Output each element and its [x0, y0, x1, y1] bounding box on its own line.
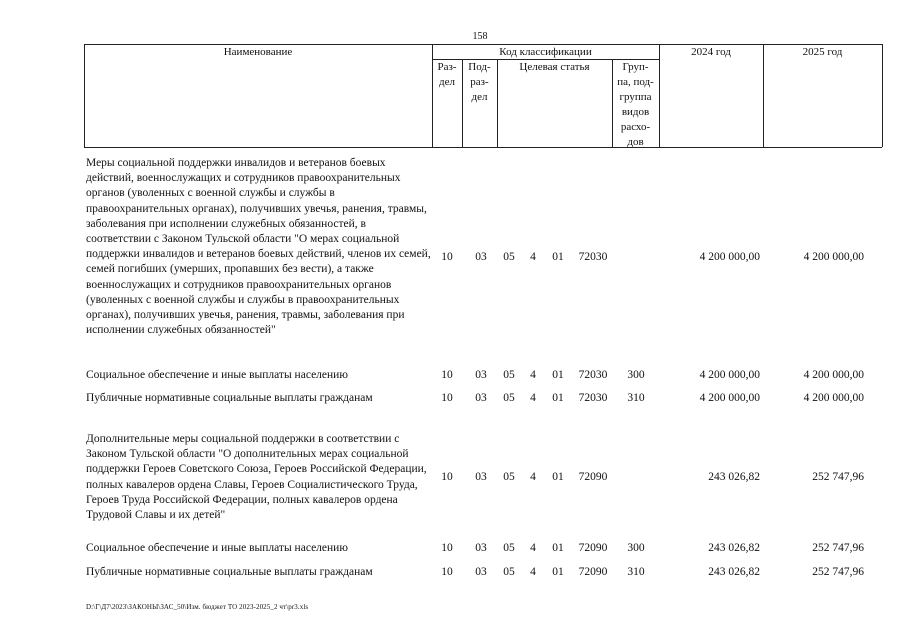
header-group-line: группа	[619, 91, 652, 103]
row-ts1: 05	[503, 471, 515, 483]
row-name: Социальное обеспечение и иные выплаты населению	[86, 542, 348, 554]
header-target-article: Целевая статья	[519, 61, 590, 73]
row-ts4: 72030	[578, 392, 608, 404]
row-2025: 252 747,96	[812, 542, 864, 554]
row-2025: 252 747,96	[812, 566, 864, 578]
row-ts1: 05	[503, 566, 515, 578]
row-2025: 4 200 000,00	[803, 392, 864, 404]
row-section: 10	[441, 566, 453, 578]
header-section	[432, 60, 462, 90]
row-subsection: 03	[475, 471, 487, 483]
header-section-line: дел	[439, 76, 455, 88]
row-ts3: 01	[552, 369, 564, 381]
row-2024: 4 200 000,00	[699, 251, 760, 263]
row-ts2: 4	[530, 566, 536, 578]
header-code: Код классификации	[499, 46, 592, 58]
row-ts1: 05	[503, 251, 515, 263]
row-subsection: 03	[475, 369, 487, 381]
row-section: 10	[441, 369, 453, 381]
row-subsection: 03	[475, 251, 487, 263]
row-ts4: 72090	[578, 471, 608, 483]
row-ts3: 01	[552, 566, 564, 578]
page-number: 158	[472, 31, 488, 42]
row-name: Публичные нормативные социальные выплаты гражданам	[86, 392, 373, 404]
row-2025: 252 747,96	[812, 471, 864, 483]
row-section: 10	[441, 542, 453, 554]
row-2025: 4 200 000,00	[803, 251, 864, 263]
row-section: 10	[441, 251, 453, 263]
header-year-2024: 2024 год	[691, 46, 731, 58]
row-2025: 4 200 000,00	[803, 369, 864, 381]
header-subsection-line: Под-	[468, 61, 491, 73]
row-ts3: 01	[552, 542, 564, 554]
row-group: 310	[627, 392, 645, 404]
row-ts4: 72090	[578, 542, 608, 554]
row-2024: 243 026,82	[708, 566, 760, 578]
row-ts2: 4	[530, 542, 536, 554]
row-ts3: 01	[552, 392, 564, 404]
header-subsection	[462, 60, 497, 105]
row-name: Публичные нормативные социальные выплаты гражданам	[86, 566, 373, 578]
header-group-line: па, под-	[617, 76, 654, 88]
row-subsection: 03	[475, 542, 487, 554]
header-group	[612, 60, 659, 150]
row-name: Меры социальной поддержки инвалидов и ветеранов боевых действий, военнослужащих и сотрудников правоохранительных органов (уволенных с военной службы и службы в правоохранительных органах), получивших увечья, ранения, травмы, заболевания при исполнении служебных обязанностей, в соответствии с Законом Тульской области "О мерах социальной поддержки инвалидов и ветеранов боевых действий, членов их семей, семей погибших (умерших, пропавших без вести), а также военнослужащих и сотрудников правоохранительных органов (уволенных с военной службы и службы в правоохранительных органах), получивших увечья, ранения, травмы, заболевания при исполнении служебных обязанностей"	[86, 157, 431, 337]
row-ts2: 4	[530, 392, 536, 404]
row-ts1: 05	[503, 369, 515, 381]
header-year-2025: 2025 год	[802, 46, 843, 58]
row-name: Социальное обеспечение и иные выплаты населению	[86, 369, 348, 381]
header-group-line: Груп-	[622, 61, 649, 73]
row-subsection: 03	[475, 392, 487, 404]
row-ts4: 72030	[578, 369, 608, 381]
header-subsection-line: дел	[471, 91, 488, 103]
row-2024: 4 200 000,00	[699, 392, 760, 404]
row-2024: 243 026,82	[708, 471, 760, 483]
row-group: 310	[627, 566, 645, 578]
header-section-line: Раз-	[437, 61, 457, 73]
row-subsection: 03	[475, 566, 487, 578]
header-group-line: видов	[621, 106, 650, 118]
row-section: 10	[441, 392, 453, 404]
row-group: 300	[627, 542, 645, 554]
header-group-line: дов	[627, 136, 644, 148]
header-name: Наименование	[223, 46, 293, 58]
row-group: 300	[627, 369, 645, 381]
header-group-line: расхо-	[620, 121, 651, 133]
row-ts3: 01	[552, 471, 564, 483]
row-ts4: 72030	[578, 251, 608, 263]
row-ts2: 4	[530, 251, 536, 263]
row-ts1: 05	[503, 392, 515, 404]
row-2024: 243 026,82	[708, 542, 760, 554]
row-ts3: 01	[552, 251, 564, 263]
header-subsection-line: раз-	[470, 76, 489, 88]
row-ts2: 4	[530, 369, 536, 381]
row-2024: 4 200 000,00	[699, 369, 760, 381]
row-section: 10	[441, 471, 453, 483]
row-ts1: 05	[503, 542, 515, 554]
row-name: Дополнительные меры социальной поддержки в соответствии с Законом Тульской области "О дополнительных мерах социальной поддержки Героев Советского Союза, Героев Российской Федерации, полных кавалеров ордена Славы, Героев Социалистического Труда, Героев Труда Российской Федерации, полных кавалеров ордена Трудовой Славы и их детей"	[86, 433, 427, 522]
file-path-footer: D:\Г\Д7\2023\ЗАКОНЫ\ЗАС_50\Изм. бюджет ТО 2023-2025_2 чт\pr3.xls	[86, 603, 309, 611]
row-ts4: 72090	[578, 566, 608, 578]
row-ts2: 4	[530, 471, 536, 483]
